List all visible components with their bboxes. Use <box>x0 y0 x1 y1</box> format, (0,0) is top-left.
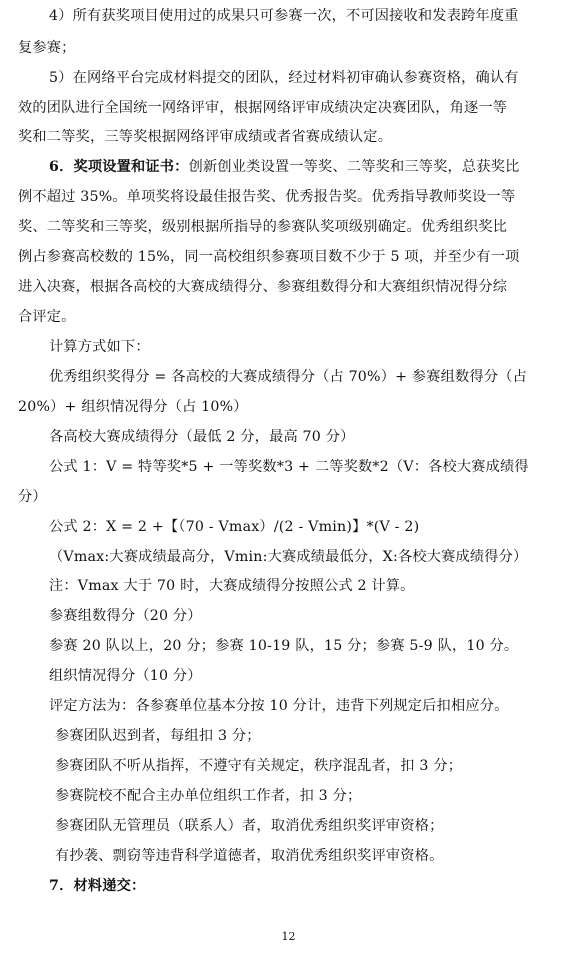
section-7-heading-line <box>49 876 145 896</box>
section-6-heading-line: 6．奖项设置和证书：创新创业类设置一等奖、二等奖和三等奖，总获奖比 <box>49 159 520 175</box>
text-line: 评定方法为：各参赛单位基本分按 10 分计，违背下列规定后扣相应分。 <box>49 698 509 714</box>
text-line: 奖和二等奖，三等奖根据网络评审成绩或者省赛成绩认定。 <box>18 129 393 145</box>
text-line: 参赛组数得分（20 分） <box>49 608 202 624</box>
text-line: 4）所有获奖项目使用过的成果只可参赛一次，不可因接收和发表跨年度重 <box>49 8 519 24</box>
text-line: （Vmax:大赛成绩最高分，Vmin:大赛成绩最低分，X:各校大赛成绩得分） <box>49 549 528 565</box>
text-line: 参赛团队无管理员（联系人）者，取消优秀组织奖评审资格； <box>55 818 444 834</box>
text-line: 合评定。 <box>18 309 76 325</box>
text-line: 参赛 20 队以上，20 分；参赛 10-19 队，15 分；参赛 5-9 队，10 分。 <box>49 638 519 654</box>
text-line: 例占参赛高校数的 15%，同一高校组织参赛项目数不少于 5 项，并至少有一项 <box>18 249 520 265</box>
text-line: 效的团队进行全国统一网络评审，根据网络评审成绩决定决赛团队，角逐一等 <box>18 100 508 116</box>
formula-1-line: 公式 1：V = 特等奖*5 + 一等奖数*3 + 二等奖数*2（V：各校大赛成绩得 <box>49 459 529 475</box>
text-line: 注：Vmax 大于 70 时，大赛成绩得分按照公式 2 计算。 <box>49 578 415 594</box>
text-line: 奖、二等奖和三等奖，级别根据所指导的参赛队奖项级别确定。优秀组织奖比 <box>18 219 508 235</box>
text-line: 参赛团队不听从指挥，不遵守有关规定，秩序混乱者，扣 3 分； <box>55 758 463 774</box>
text-line: 复参赛； <box>18 40 76 56</box>
text-line: 20%）+ 组织情况得分（占 10%） <box>18 399 248 415</box>
text-line: 各高校大赛成绩得分（最低 2 分，最高 70 分） <box>49 429 355 445</box>
text-line: 计算方式如下： <box>49 339 150 355</box>
text-line: 例不超过 35%。单项奖将设最佳报告奖、优秀报告奖。优秀指导教师奖设一等 <box>18 189 516 205</box>
text-line: 优秀组织奖得分 = 各高校的大赛成绩得分（占 70%）+ 参赛组数得分（占 <box>49 369 528 385</box>
section-6-heading: 6．奖项设置和证书： <box>49 159 189 175</box>
text-line: 分） <box>18 489 47 505</box>
text-line: 5）在网络平台完成材料提交的团队，经过材料初审确认参赛资格，确认有 <box>49 70 519 86</box>
section-7-heading: 7．材料递交： <box>49 878 146 894</box>
text-line: 参赛团队迟到者，每组扣 3 分； <box>55 728 261 744</box>
formula-2-line: 公式 2：X = 2 +【（70 - Vmax）/(2 - Vmin)】*(V - 2) <box>49 519 420 535</box>
text-line: 参赛院校不配合主办单位组织工作者，扣 3 分； <box>55 788 362 804</box>
page-number: 12 <box>281 930 296 943</box>
text-line: 有抄袭、剽窃等违背科学道德者，取消优秀组织奖评审资格。 <box>55 848 444 864</box>
text-line: 进入决赛，根据各高校的大赛成绩得分、参赛组数得分和大赛组织情况得分综 <box>18 279 508 295</box>
text-line: 组织情况得分（10 分） <box>49 668 202 684</box>
